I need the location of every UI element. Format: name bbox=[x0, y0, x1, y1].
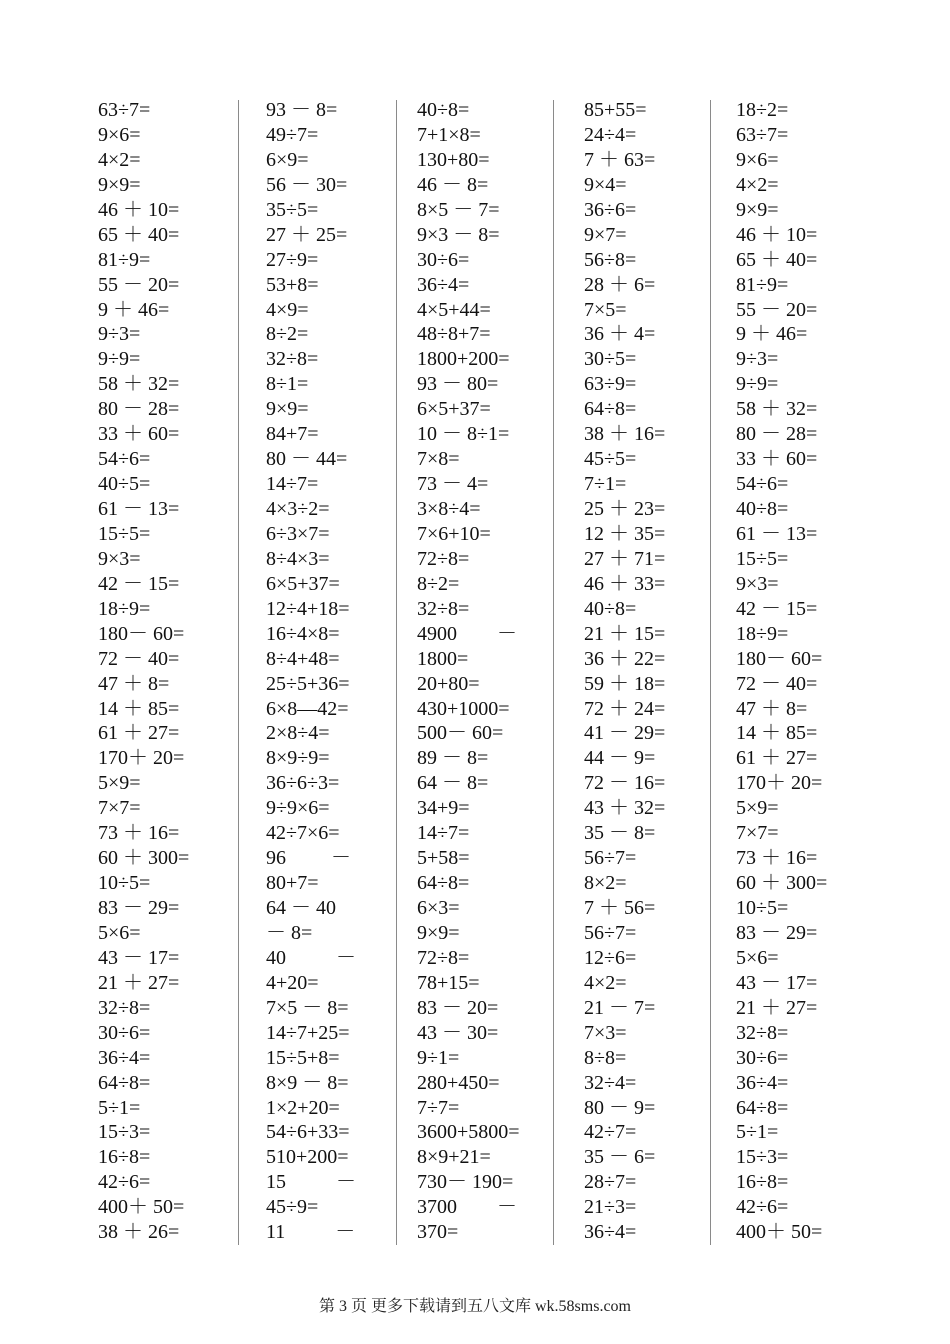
math-problem: 32÷8= bbox=[98, 996, 151, 1019]
math-problem: 72÷8= bbox=[417, 547, 470, 570]
math-problem: 21 ＋ 15= bbox=[584, 622, 666, 645]
math-problem: 65 ＋ 40= bbox=[736, 248, 818, 271]
math-problem: 12 ＋ 35= bbox=[584, 522, 666, 545]
math-problem: 83 － 20= bbox=[417, 996, 499, 1019]
math-problem: 18÷9= bbox=[98, 597, 151, 620]
math-problem: 72 ＋ 24= bbox=[584, 697, 666, 720]
column-divider bbox=[396, 100, 397, 1245]
math-problem: 80 － 9= bbox=[584, 1096, 656, 1119]
math-problem: 27 ＋ 71= bbox=[584, 547, 666, 570]
math-problem: 20+80= bbox=[417, 672, 480, 695]
math-problem: 38 ＋ 26= bbox=[98, 1221, 180, 1244]
math-problem: 54÷6+33= bbox=[266, 1121, 350, 1144]
math-problem: 12÷4+18= bbox=[266, 597, 350, 620]
math-problem: 30÷6= bbox=[736, 1046, 789, 1069]
math-problem: 93 － 8= bbox=[266, 99, 338, 121]
math-problem: 72÷8= bbox=[417, 946, 470, 969]
math-problem: 6×9= bbox=[266, 148, 309, 171]
math-problem: 7 ＋ 56= bbox=[584, 897, 656, 919]
math-problem: 510+200= bbox=[266, 1146, 349, 1169]
math-problem: 15 － bbox=[266, 1171, 356, 1194]
math-problem: 370= bbox=[417, 1221, 459, 1244]
math-problem: 28 ＋ 6= bbox=[584, 273, 656, 296]
math-problem: 9÷9= bbox=[98, 348, 141, 371]
math-problem: 36÷4= bbox=[98, 1046, 151, 1069]
math-problem: 11 － bbox=[266, 1221, 356, 1244]
math-problem: 28÷7= bbox=[584, 1171, 637, 1194]
math-problem: 9×9= bbox=[98, 173, 141, 196]
math-problem: 42÷6= bbox=[98, 1171, 151, 1194]
math-problem: 80+7= bbox=[266, 872, 319, 895]
math-problem: 41 － 29= bbox=[584, 722, 666, 745]
math-problem: 46 － 8= bbox=[417, 173, 489, 196]
math-problem: 7+1×8= bbox=[417, 123, 481, 146]
math-problem: 64÷8= bbox=[98, 1071, 151, 1094]
math-problem: 42÷7×6= bbox=[266, 822, 340, 845]
math-problem: 170＋ 20= bbox=[736, 772, 823, 795]
math-problem: 9÷3= bbox=[98, 323, 141, 346]
math-problem: 3600+5800= bbox=[417, 1121, 520, 1144]
math-problem: 35÷5= bbox=[266, 198, 319, 221]
math-problem: 56 － 30= bbox=[266, 173, 348, 196]
math-problem: 40÷8= bbox=[417, 99, 470, 121]
math-problem: 33 ＋ 60= bbox=[98, 423, 180, 446]
math-problem: 730－ 190= bbox=[417, 1171, 514, 1194]
math-problem: 170＋ 20= bbox=[98, 747, 185, 770]
math-problem: 5+58= bbox=[417, 847, 470, 870]
page-footer: 第 3 页 更多下载请到五八文库 wk.58sms.com bbox=[318, 1298, 631, 1315]
math-problem: 4×3÷2= bbox=[266, 498, 330, 520]
math-problem: 32÷8= bbox=[417, 597, 470, 620]
math-problem: 63÷9= bbox=[584, 373, 637, 396]
math-problem: 14 ＋ 85= bbox=[98, 697, 180, 720]
math-problem: 49÷7= bbox=[266, 123, 319, 146]
math-problem: 180－ 60= bbox=[736, 647, 823, 670]
math-problem: 7×3= bbox=[584, 1021, 627, 1044]
math-problem: 73 － 4= bbox=[417, 473, 489, 496]
math-problem: 7×7= bbox=[736, 822, 779, 845]
math-problem: 35 － 6= bbox=[584, 1146, 656, 1169]
math-problem: 9 ＋ 46= bbox=[736, 323, 808, 346]
math-problem: 8÷2= bbox=[266, 323, 309, 346]
math-problem: 43 － 17= bbox=[98, 946, 180, 969]
math-problem: 5÷1= bbox=[98, 1096, 141, 1119]
math-problem: 32÷8= bbox=[266, 348, 319, 371]
math-problem: 5×9= bbox=[736, 797, 779, 820]
math-problem: 58 ＋ 32= bbox=[736, 398, 818, 421]
column-divider bbox=[238, 100, 239, 1245]
math-problem: 18÷9= bbox=[736, 622, 789, 645]
problem-column-5 bbox=[736, 98, 827, 1245]
math-problem: 400＋ 50= bbox=[736, 1221, 823, 1244]
math-problem: 1800+200= bbox=[417, 348, 510, 371]
math-problem: 43 ＋ 32= bbox=[584, 797, 666, 820]
math-problem: 9×9= bbox=[417, 921, 460, 944]
math-problem: 73 ＋ 16= bbox=[98, 822, 180, 845]
math-problem: 96 － bbox=[266, 847, 351, 870]
math-problem: 40÷5= bbox=[98, 473, 151, 496]
math-problem: 78+15= bbox=[417, 971, 480, 994]
math-problem: 53+8= bbox=[266, 273, 319, 296]
math-problem: 30÷5= bbox=[584, 348, 637, 371]
math-problem: 8×9 － 8= bbox=[266, 1071, 349, 1094]
math-problem: 63÷7= bbox=[98, 99, 151, 121]
math-problem: 15÷3= bbox=[98, 1121, 151, 1144]
math-problem: 430+1000= bbox=[417, 697, 510, 720]
math-problem: 5÷1= bbox=[736, 1121, 779, 1144]
math-problem: 7×7= bbox=[98, 797, 141, 820]
math-problem: 34+9= bbox=[417, 797, 470, 820]
math-problem: 400＋ 50= bbox=[98, 1196, 185, 1219]
math-problem: 8×9÷9= bbox=[266, 747, 330, 770]
math-problem: 21÷3= bbox=[584, 1196, 637, 1219]
math-problem: 9×6= bbox=[98, 123, 141, 146]
math-problem: 500－ 60= bbox=[417, 722, 504, 745]
math-problem: 54÷6= bbox=[736, 473, 789, 496]
math-problem: 25 ＋ 23= bbox=[584, 498, 666, 520]
math-problem: 81÷9= bbox=[736, 273, 789, 296]
math-problem: 56÷8= bbox=[584, 248, 637, 271]
math-problem: 7÷7= bbox=[417, 1096, 460, 1119]
math-problem: 4+20= bbox=[266, 971, 319, 994]
math-problem: 36÷6÷3= bbox=[266, 772, 340, 795]
math-problem: 64÷8= bbox=[417, 872, 470, 895]
math-problem: 4×2= bbox=[584, 971, 627, 994]
math-problem: 80 － 28= bbox=[736, 423, 818, 446]
math-problem: 32÷8= bbox=[736, 1021, 789, 1044]
math-problem: 43 － 17= bbox=[736, 971, 818, 994]
math-problem: 8×5 － 7= bbox=[417, 198, 500, 221]
math-problem: 89 － 8= bbox=[417, 747, 489, 770]
math-problem: 9×3= bbox=[98, 547, 141, 570]
math-problem: 84+7= bbox=[266, 423, 319, 446]
problem-column-1 bbox=[98, 98, 189, 1245]
math-problem: 25÷5+36= bbox=[266, 672, 350, 695]
math-problem: 1×2+20= bbox=[266, 1096, 340, 1119]
math-problem: 46 ＋ 10= bbox=[736, 223, 818, 246]
math-problem: 7×5 － 8= bbox=[266, 996, 349, 1019]
math-problem: 9÷9= bbox=[736, 373, 779, 396]
math-problem: 8÷2= bbox=[417, 572, 460, 595]
math-problem: 4×9= bbox=[266, 298, 309, 321]
math-problem: 15÷5= bbox=[736, 547, 789, 570]
math-problem: 42÷7= bbox=[584, 1121, 637, 1144]
math-problem: 64 － 40 bbox=[266, 897, 336, 919]
math-problem: 4900 － bbox=[417, 622, 517, 645]
math-problem: 8×9+21= bbox=[417, 1146, 491, 1169]
math-problem: 72 － 40= bbox=[98, 647, 180, 670]
math-problem: 80 － 28= bbox=[98, 398, 180, 421]
math-problem: 60 ＋ 300= bbox=[98, 847, 190, 870]
problem-column-2 bbox=[266, 98, 356, 1245]
math-problem: 8×2= bbox=[584, 872, 627, 895]
math-problem: 7 ＋ 63= bbox=[584, 148, 656, 171]
math-problem: 9×3= bbox=[736, 572, 779, 595]
math-problem: 14÷7= bbox=[417, 822, 470, 845]
math-problem: 36÷4= bbox=[736, 1071, 789, 1094]
math-problem: 30÷6= bbox=[98, 1021, 151, 1044]
math-problem: 27 ＋ 25= bbox=[266, 223, 348, 246]
math-problem: 2×8÷4= bbox=[266, 722, 330, 745]
math-problem: 6÷3×7= bbox=[266, 522, 330, 545]
math-problem: 73 ＋ 16= bbox=[736, 847, 818, 870]
math-problem: 21 ＋ 27= bbox=[98, 971, 180, 994]
math-problem: 18÷2= bbox=[736, 99, 789, 121]
math-problem: 5×6= bbox=[98, 921, 141, 944]
math-problem: 48÷8+7= bbox=[417, 323, 491, 346]
math-problem: 1800= bbox=[417, 647, 469, 670]
math-problem: 21 － 7= bbox=[584, 996, 656, 1019]
column-divider bbox=[553, 100, 554, 1245]
math-problem: 72 － 16= bbox=[584, 772, 666, 795]
math-problem: 45÷9= bbox=[266, 1196, 319, 1219]
math-problem: 27÷9= bbox=[266, 248, 319, 271]
math-problem: 9×6= bbox=[736, 148, 779, 171]
math-problem: 81÷9= bbox=[98, 248, 151, 271]
math-problem: 15÷3= bbox=[736, 1146, 789, 1169]
math-problem: 63÷7= bbox=[736, 123, 789, 146]
math-problem: 80 － 44= bbox=[266, 448, 348, 471]
math-problem: 10 － 8÷1= bbox=[417, 423, 510, 446]
problem-column-3 bbox=[417, 98, 520, 1245]
math-problem: 56÷7= bbox=[584, 921, 637, 944]
math-problem: 46 ＋ 10= bbox=[98, 198, 180, 221]
math-problem: 64÷8= bbox=[736, 1096, 789, 1119]
math-problem: 61 ＋ 27= bbox=[736, 747, 818, 770]
math-problem: 8÷1= bbox=[266, 373, 309, 396]
math-problem: 16÷8= bbox=[736, 1171, 789, 1194]
math-problem: 6×3= bbox=[417, 897, 460, 919]
math-problem: 61 － 13= bbox=[98, 498, 180, 520]
math-problem: 7×5= bbox=[584, 298, 627, 321]
math-problem: 93 － 80= bbox=[417, 373, 499, 396]
math-problem: 7×6+10= bbox=[417, 522, 491, 545]
math-problem: 9÷9×6= bbox=[266, 797, 330, 820]
math-problem: 58 ＋ 32= bbox=[98, 373, 180, 396]
math-problem: 10÷5= bbox=[98, 872, 151, 895]
math-problem: 7×8= bbox=[417, 448, 460, 471]
math-problem: 7÷1= bbox=[584, 473, 627, 496]
math-problem: 56÷7= bbox=[584, 847, 637, 870]
math-problem: 21 ＋ 27= bbox=[736, 996, 818, 1019]
math-problem: 61 － 13= bbox=[736, 522, 818, 545]
problem-column-4 bbox=[584, 98, 665, 1245]
math-problem: 180－ 60= bbox=[98, 622, 185, 645]
math-problem: 14÷7+25= bbox=[266, 1021, 350, 1044]
math-problem: 40÷8= bbox=[584, 597, 637, 620]
math-problem: 130+80= bbox=[417, 148, 490, 171]
math-problem: 47 ＋ 8= bbox=[736, 697, 808, 720]
math-problem: 72 － 40= bbox=[736, 672, 818, 695]
math-problem: 14÷7= bbox=[266, 473, 319, 496]
math-problem: 16÷8= bbox=[98, 1146, 151, 1169]
math-problem: 40÷8= bbox=[736, 498, 789, 520]
math-problem: 55 － 20= bbox=[98, 273, 180, 296]
math-problem: 4×2= bbox=[98, 148, 141, 171]
math-problem: 9 ＋ 46= bbox=[98, 298, 170, 321]
math-problem: 3700 － bbox=[417, 1196, 517, 1219]
math-problem: 15÷5+8= bbox=[266, 1046, 340, 1069]
math-problem: － 8= bbox=[266, 921, 313, 944]
math-problem: 42÷6= bbox=[736, 1196, 789, 1219]
math-problem: 12÷6= bbox=[584, 946, 637, 969]
math-problem: 9×9= bbox=[736, 198, 779, 221]
math-problem: 36÷4= bbox=[417, 273, 470, 296]
math-problem: 9×3 － 8= bbox=[417, 223, 500, 246]
math-problem: 36÷6= bbox=[584, 198, 637, 221]
math-problem: 24÷4= bbox=[584, 123, 637, 146]
math-problem: 8÷4+48= bbox=[266, 647, 340, 670]
math-problem: 9÷1= bbox=[417, 1046, 460, 1069]
math-problem: 32÷4= bbox=[584, 1071, 637, 1094]
math-problem: 16÷4×8= bbox=[266, 622, 340, 645]
math-problem: 59 ＋ 18= bbox=[584, 672, 666, 695]
math-problem: 38 ＋ 16= bbox=[584, 423, 666, 446]
math-problem: 15÷5= bbox=[98, 522, 151, 545]
math-problem: 8÷8= bbox=[584, 1046, 627, 1069]
math-problem: 42 － 15= bbox=[736, 597, 818, 620]
math-problem: 47 ＋ 8= bbox=[98, 672, 170, 695]
math-problem: 9÷3= bbox=[736, 348, 779, 371]
math-problem: 54÷6= bbox=[98, 448, 151, 471]
math-problem: 6×8—42= bbox=[266, 697, 349, 720]
math-problem: 9×4= bbox=[584, 173, 627, 196]
math-problem: 6×5+37= bbox=[266, 572, 340, 595]
math-problem: 280+450= bbox=[417, 1071, 500, 1094]
math-problem: 6×5+37= bbox=[417, 398, 491, 421]
math-problem: 45÷5= bbox=[584, 448, 637, 471]
math-problem: 3×8÷4= bbox=[417, 498, 481, 520]
math-problem: 4×2= bbox=[736, 173, 779, 196]
math-problem: 85+55= bbox=[584, 99, 647, 121]
math-problem: 61 ＋ 27= bbox=[98, 722, 180, 745]
math-problem: 5×6= bbox=[736, 946, 779, 969]
math-problem: 40 － bbox=[266, 946, 356, 969]
math-problem: 83 － 29= bbox=[98, 897, 180, 919]
math-problem: 10÷5= bbox=[736, 897, 789, 919]
math-problem: 14 ＋ 85= bbox=[736, 722, 818, 745]
math-problem: 64÷8= bbox=[584, 398, 637, 421]
math-problem: 4×5+44= bbox=[417, 298, 491, 321]
math-problem: 65 ＋ 40= bbox=[98, 223, 180, 246]
math-problem: 9×9= bbox=[266, 398, 309, 421]
math-problem: 64 － 8= bbox=[417, 772, 489, 795]
math-problem: 83 － 29= bbox=[736, 921, 818, 944]
math-problem: 33 ＋ 60= bbox=[736, 448, 818, 471]
math-problem: 43 － 30= bbox=[417, 1021, 499, 1044]
math-problem: 60 ＋ 300= bbox=[736, 872, 828, 895]
math-problem: 36÷4= bbox=[584, 1221, 637, 1244]
math-problem: 36 ＋ 4= bbox=[584, 323, 656, 346]
column-divider bbox=[710, 100, 711, 1245]
math-problem: 30÷6= bbox=[417, 248, 470, 271]
math-problem: 8÷4×3= bbox=[266, 547, 330, 570]
math-problem: 5×9= bbox=[98, 772, 141, 795]
math-problem: 42 － 15= bbox=[98, 572, 180, 595]
math-problem: 55 － 20= bbox=[736, 298, 818, 321]
math-problem: 9×7= bbox=[584, 223, 627, 246]
math-problem: 35 － 8= bbox=[584, 822, 656, 845]
math-problem: 46 ＋ 33= bbox=[584, 572, 666, 595]
math-problem: 36 ＋ 22= bbox=[584, 647, 666, 670]
math-problem: 44 － 9= bbox=[584, 747, 656, 770]
